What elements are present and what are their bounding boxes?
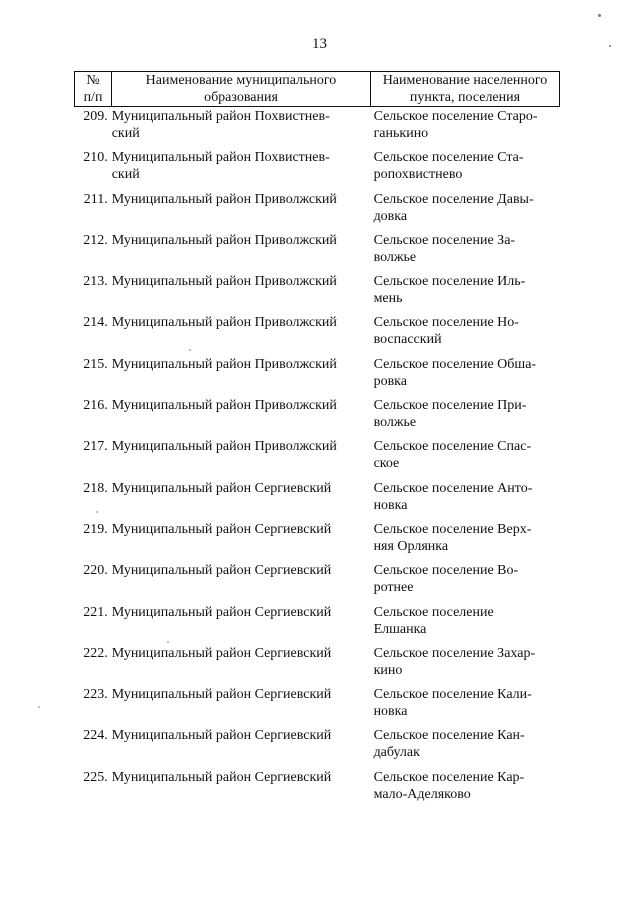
table-row [74, 480, 560, 521]
row-number: 214. [83, 315, 108, 331]
table-row [74, 356, 560, 397]
row-settlement: Сельское поселение Старо- ганькино [373, 109, 538, 141]
row-municipality: Муниципальный район Сергиевский [111, 563, 332, 579]
table-row [74, 521, 560, 562]
row-settlement: Сельское поселение Но- воспасский [373, 315, 519, 348]
row-settlement: Сельское поселение Давы- довка [373, 191, 534, 224]
row-municipality: Муниципальный район Сергиевский [111, 645, 332, 661]
table-row [74, 727, 560, 768]
row-settlement: Сельское поселение Кан- дабулак [373, 728, 525, 761]
scan-speck [167, 641, 169, 643]
row-number: 211. [83, 191, 108, 207]
row-number: 218. [83, 480, 108, 496]
row-municipality: Муниципальный район Сергиевский [111, 480, 332, 496]
table-row [74, 645, 560, 686]
table-row [74, 686, 560, 727]
row-municipality: Муниципальный район Приволжский [111, 315, 337, 331]
row-municipality: Муниципальный район Похвистнев- ский [111, 109, 330, 141]
table-row [74, 438, 560, 479]
page-number: 13 [312, 36, 327, 52]
scan-speck [609, 45, 611, 47]
row-number: 216. [83, 398, 108, 414]
table-row [74, 314, 560, 355]
row-settlement: Сельское поселение Во- ротнее [373, 563, 519, 596]
row-settlement: Сельское поселение Верх- няя Орлянка [373, 521, 532, 554]
header-num: № п/п [75, 72, 112, 107]
row-number: 217. [83, 439, 108, 455]
header-settlement: Наименование населенного пункта, поселения [371, 72, 560, 107]
row-settlement: Сельское поселение Ста- ропохвистнево [373, 150, 524, 183]
table-header [74, 71, 560, 107]
row-number: 213. [83, 274, 108, 290]
row-settlement: Сельское поселение Кали- новка [373, 687, 532, 720]
row-municipality: Муниципальный район Приволжский [111, 274, 337, 290]
table-row [74, 397, 560, 438]
row-municipality: Муниципальный район Сергиевский [111, 769, 332, 785]
row-settlement: Сельское поселение За- волжье [373, 232, 516, 265]
row-number: 220. [83, 563, 108, 579]
row-municipality: Муниципальный район Приволжский [111, 232, 337, 248]
row-number: 225. [83, 769, 108, 785]
row-settlement: Сельское поселение Елшанка [373, 604, 494, 637]
table-row [74, 232, 560, 273]
row-municipality: Муниципальный район Похвистнев- ский [111, 150, 330, 183]
row-municipality: Муниципальный район Приволжский [111, 439, 337, 455]
row-settlement: Сельское поселение Спас- ское [373, 439, 532, 472]
row-number: 221. [83, 604, 108, 620]
table-row [74, 562, 560, 603]
scan-speck [96, 511, 98, 513]
row-settlement: Сельское поселение Обша- ровка [373, 356, 537, 389]
table-row [74, 149, 560, 190]
table-row [74, 191, 560, 232]
row-settlement: Сельское поселение Захар- кино [373, 645, 536, 678]
row-number: 223. [83, 687, 108, 703]
table-row [74, 273, 560, 314]
row-municipality: Муниципальный район Приволжский [111, 398, 337, 414]
row-municipality: Муниципальный район Сергиевский [111, 521, 332, 537]
row-number: 210. [83, 150, 108, 166]
row-settlement: Сельское поселение Иль- мень [373, 274, 526, 307]
row-settlement: Сельское поселение При- волжье [373, 398, 527, 431]
row-settlement: Сельское поселение Анто- новка [373, 480, 533, 513]
scan-speck [598, 14, 601, 17]
table-row [74, 769, 560, 810]
row-municipality: Муниципальный район Приволжский [111, 191, 337, 207]
row-number: 222. [83, 645, 108, 661]
settlement-list [74, 108, 560, 810]
scan-speck [189, 349, 191, 351]
row-number: 224. [83, 728, 108, 744]
row-number: 209. [83, 109, 108, 124]
header-row [75, 72, 560, 107]
table-row [74, 108, 560, 149]
row-settlement: Сельское поселение Кар- мало-Аделяково [373, 769, 525, 802]
row-number: 219. [83, 521, 108, 537]
table-row [74, 604, 560, 645]
header-municipality: Наименование муниципального образования [112, 72, 371, 107]
row-number: 215. [83, 356, 108, 372]
row-municipality: Муниципальный район Сергиевский [111, 687, 332, 703]
row-municipality: Муниципальный район Приволжский [111, 356, 337, 372]
row-number: 212. [83, 232, 108, 248]
row-municipality: Муниципальный район Сергиевский [111, 604, 332, 620]
scan-speck [38, 706, 40, 708]
row-municipality: Муниципальный район Сергиевский [111, 728, 332, 744]
